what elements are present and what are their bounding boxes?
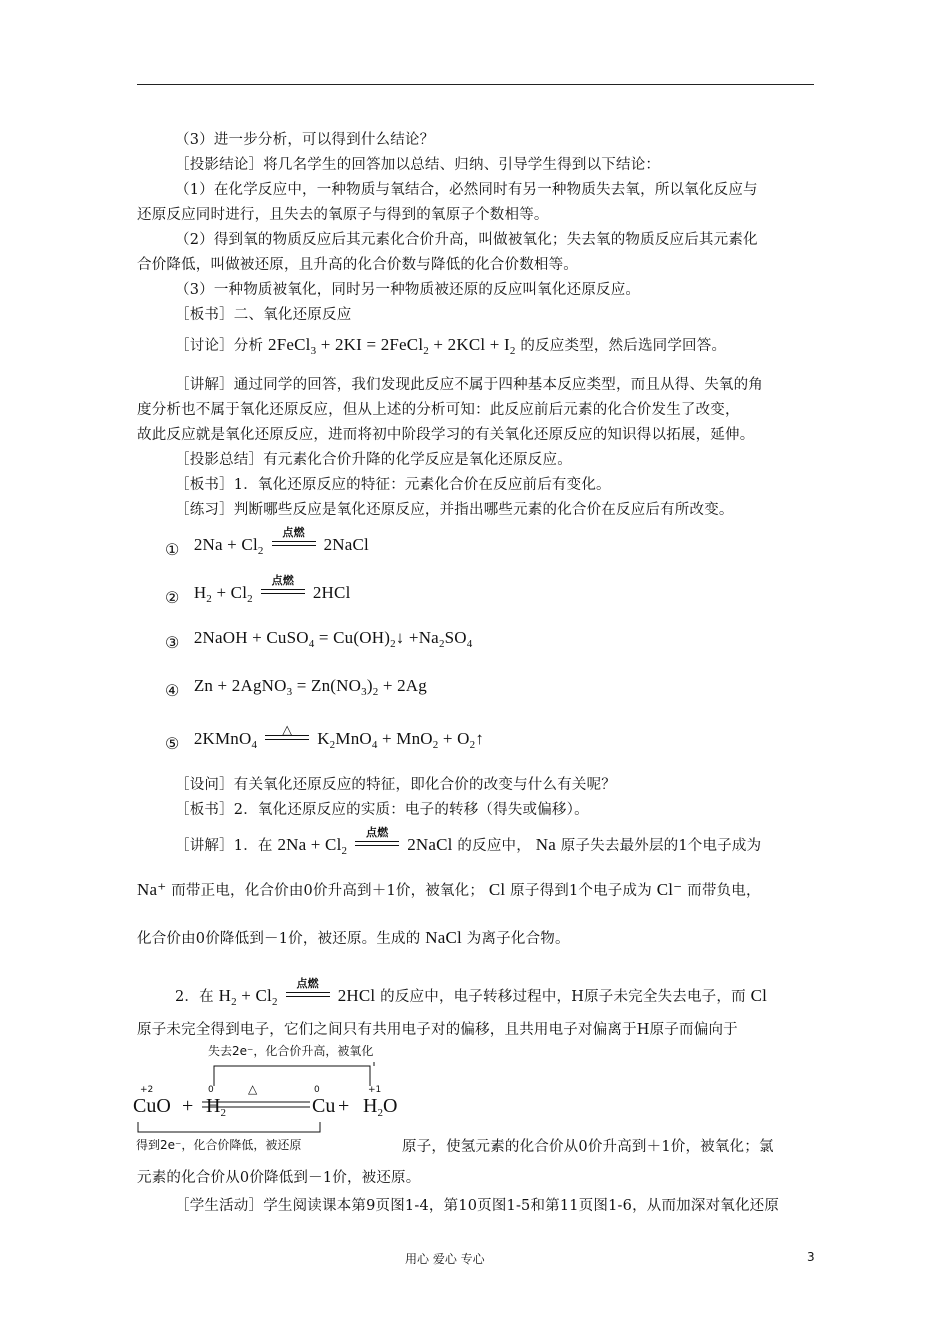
discussion-line [175, 335, 855, 356]
explain-line-4: 2．在 $H_2 + Cl_2$ 点燃 2HCl 的反应中，电子转移过程中，H原子未完全失去电子，而 Cl [175, 977, 768, 1008]
formula-h2: $H_2$ [206, 1095, 226, 1119]
formula-cu: Cu [312, 1095, 336, 1117]
paragraph-line: ［板书］二、氧化还原反应 [175, 307, 352, 323]
explain-line-1: ［讲解］1．在 $2Na + Cl_2$ 点燃 2NaCl 的反应中， Na 原子失去最外层的1个电子成为 [175, 826, 762, 857]
paragraph-line: （3）一种物质被氧化，同时另一种物质被还原的反应叫氧化还原反应。 [175, 282, 641, 298]
paragraph-line: ［讲解］通过同学的回答，我们发现此反应不属于四种基本反应类型，而且从得、失氧的角 [175, 377, 763, 393]
paragraph-line: ［投影结论］将几名学生的回答加以总结、归纳、引导学生得到以下结论： [175, 157, 661, 173]
page-number: 3 [807, 1250, 815, 1264]
explain-line-3: 化合价由0价降低到－1价，被还原。生成的 NaCl 为离子化合物。 [137, 928, 570, 947]
formula-h2o: $H_2O$ [363, 1095, 398, 1119]
item-number: ③ [165, 633, 180, 652]
paragraph-line: ［板书］1．氧化还原反应的特征：元素化合价在反应前后有变化。 [175, 477, 611, 493]
paragraph-line: （3）进一步分析，可以得到什么结论？ [175, 132, 435, 148]
footer-text: 用心 爱心 专心 [405, 1252, 485, 1266]
practice-equation-4: ④ Zn + 2AgNO$_3$ = $Zn(NO_3)_2 + 2Ag$ [165, 676, 427, 700]
oxidation-state: +2 [140, 1085, 154, 1095]
paragraph-line: 原子未完全得到电子，它们之间只有共用电子对的偏移，且共用电子对偏离于H原子而偏向于 [137, 1022, 738, 1038]
paragraph-line: 原子，使氢元素的化合价从0价升高到＋1价，被氧化；氯 [402, 1139, 774, 1155]
oxidation-state: 0 [208, 1085, 214, 1095]
paragraph-line: ［板书］2．氧化还原反应的实质：电子的转移（得失或偏移）。 [175, 802, 589, 818]
paragraph-line: ［学生活动］学生阅读课本第9页图1-4，第10页图1-5和第11页图1-6，从而加深对氧化还原 [175, 1198, 780, 1214]
equation-fecl3-ki: 2FeCl$_3$ + 2KI = 2FeCl$_2$ + $2KCl + I_2$ [268, 335, 516, 357]
paragraph-line: 度分析也不属于氧化还原反应，但从上述的分析可知：此反应前后元素的化合价发生了改变， [137, 402, 740, 418]
oxidation-state: 0 [314, 1085, 320, 1095]
paragraph-line: ［设问］有关氧化还原反应的特征，即化合价的改变与什么有关呢？ [175, 777, 616, 793]
plus-sign: + [338, 1095, 350, 1117]
paragraph-line: 还原反应同时进行，且失去的氧原子与得到的氧原子个数相等。 [137, 207, 549, 223]
item-number: ④ [165, 681, 180, 700]
practice-equation-1: ① $2Na + Cl_2$ 点燃 2NaCl [165, 526, 369, 559]
formula-cuo: CuO [133, 1095, 171, 1117]
discussion-tail: 的反应类型，然后选同学回答。 [520, 338, 727, 354]
bottom-label: 得到2e⁻，化合价降低，被还原 [136, 1138, 302, 1152]
plus-sign: + [182, 1095, 194, 1117]
paragraph-line: （2）得到氧的物质反应后其元素化合价升高，叫做被氧化；失去氧的物质反应后其元素化 [175, 232, 758, 248]
practice-equation-2: ② $H_2 + Cl_2$ 点燃 2HCl [165, 574, 351, 607]
paragraph-line: 元素的化合价从0价降低到－1价，被还原。 [137, 1170, 421, 1186]
discussion-label: ［讨论］分析 [175, 338, 264, 354]
paragraph-line: 合价降低，叫做被还原，且升高的化合价数与降低的化合价数相等。 [137, 257, 578, 273]
paragraph-line: 故此反应就是氧化还原反应，进而将初中阶段学习的有关氧化还原反应的知识得以拓展，延伸。 [137, 427, 755, 443]
paragraph-line: ［练习］判断哪些反应是氧化还原反应，并指出哪些元素的化合价在反应后有所改变。 [175, 502, 734, 518]
paragraph-line: ［投影总结］有元素化合价升降的化学反应是氧化还原反应。 [175, 452, 572, 468]
delta-symbol: △ [248, 1082, 258, 1096]
item-number: ⑤ [165, 734, 180, 753]
item-number: ② [165, 588, 180, 607]
practice-equation-3: ③ 2NaOH + CuSO$_4$ = $Cu(OH)_2↓ +Na_2SO_4$ [165, 628, 473, 652]
practice-equation-5: ⑤ 2KMnO$_4$ △ $K_2MnO_4 + MnO_2$ + $O_2↑$ [165, 722, 485, 753]
explain-line-2: Na⁺ 而带正电，化合价由0价升高到＋1价，被氧化； Cl 原子得到1个电子成为 Cl⁻ 而带负电， [137, 880, 761, 899]
oxidation-state: +1 [368, 1085, 382, 1095]
top-label: 失去2e⁻，化合价升高，被氧化 [208, 1044, 374, 1058]
header-rule [137, 84, 814, 85]
item-number: ① [165, 540, 180, 559]
paragraph-line: （1）在化学反应中，一种物质与氧结合，必然同时有另一种物质失去氧，所以氧化反应与 [175, 182, 758, 198]
